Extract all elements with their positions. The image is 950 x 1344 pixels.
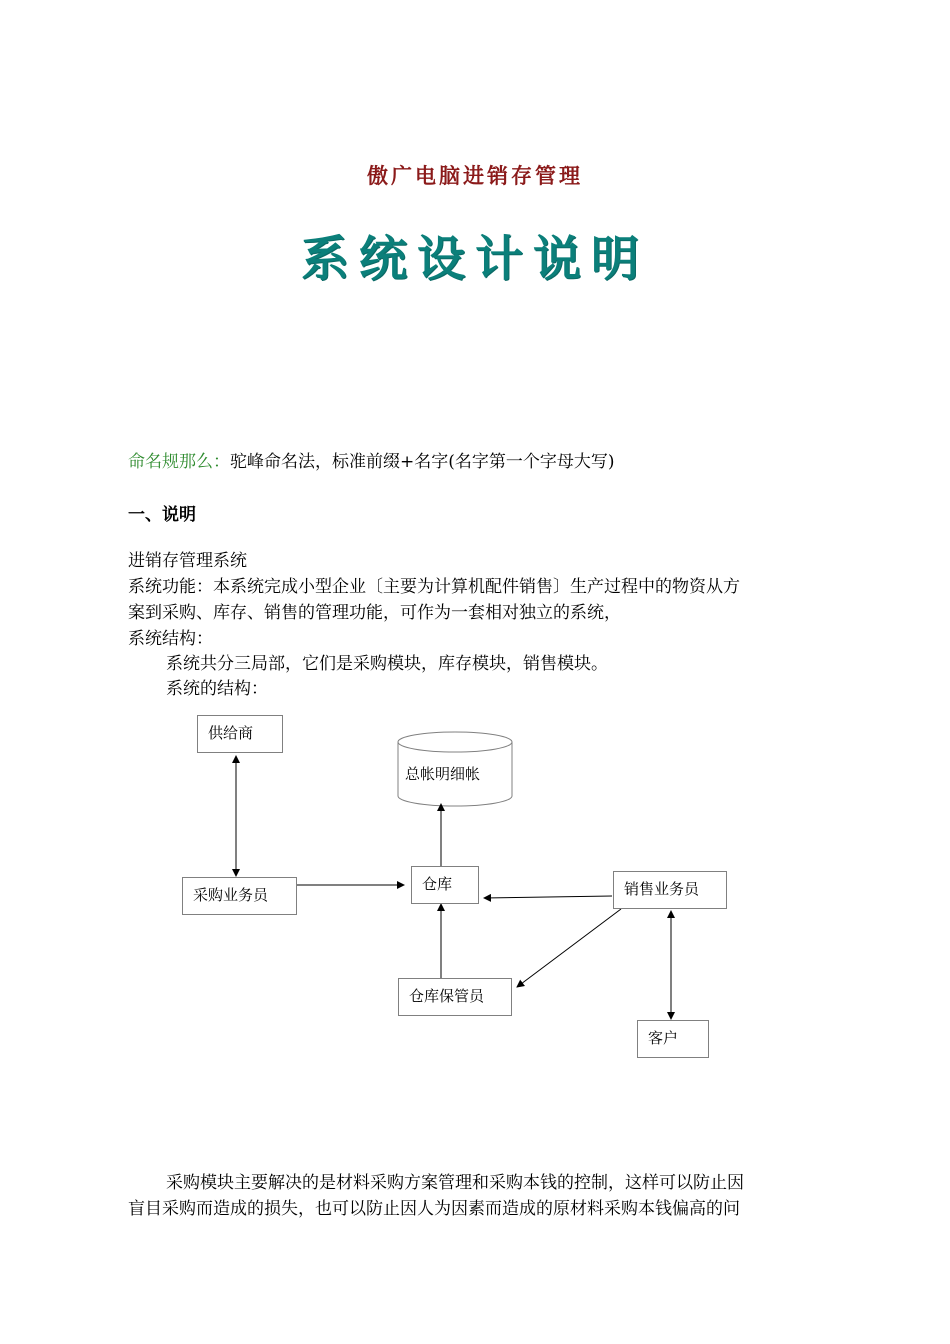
ledger-label: 总帐明细帐 — [405, 765, 481, 783]
section-line-5: 系统共分三局部，它们是采购模块，库存模块，销售模块。 — [166, 654, 608, 674]
document-subtitle: 傲广电脑进销存管理 — [367, 164, 583, 188]
section-line-3: 案到采购、库存、销售的管理功能，可作为一套相对独立的系统， — [128, 603, 621, 623]
keeper-node: 仓库保管员 — [398, 978, 512, 1016]
section-line-2: 系统功能：本系统完成小型企业〔主要为计算机配件销售〕生产过程中的物资从方 — [128, 577, 740, 597]
supplier-node: 供给商 — [197, 715, 283, 753]
document-title: 系统设计说明 — [300, 231, 649, 287]
paragraph-line-1: 采购模块主要解决的是材料采购方案管理和采购本钱的控制，这样可以防止因 — [166, 1173, 744, 1193]
section-heading: 一、说明 — [128, 505, 196, 525]
section-line-6: 系统的结构： — [166, 679, 268, 699]
naming-rule-label: 命名规那么： — [128, 452, 230, 472]
salesperson-node: 销售业务员 — [613, 871, 727, 909]
section-line-4: 系统结构： — [128, 629, 213, 649]
sales-keeper-arrow — [517, 909, 621, 987]
customer-node: 客户 — [637, 1020, 709, 1058]
sales-warehouse-arrow — [484, 896, 612, 898]
paragraph-line-2: 盲目采购而造成的损失，也可以防止因人为因素而造成的原材料采购本钱偏高的问 — [128, 1199, 740, 1219]
warehouse-node: 仓库 — [411, 866, 479, 904]
naming-rule-text: 驼峰命名法，标准前缀+名字(名字第一个字母大写) — [230, 452, 615, 472]
purchaser-node: 采购业务员 — [182, 877, 297, 915]
section-line-1: 进销存管理系统 — [128, 551, 247, 571]
